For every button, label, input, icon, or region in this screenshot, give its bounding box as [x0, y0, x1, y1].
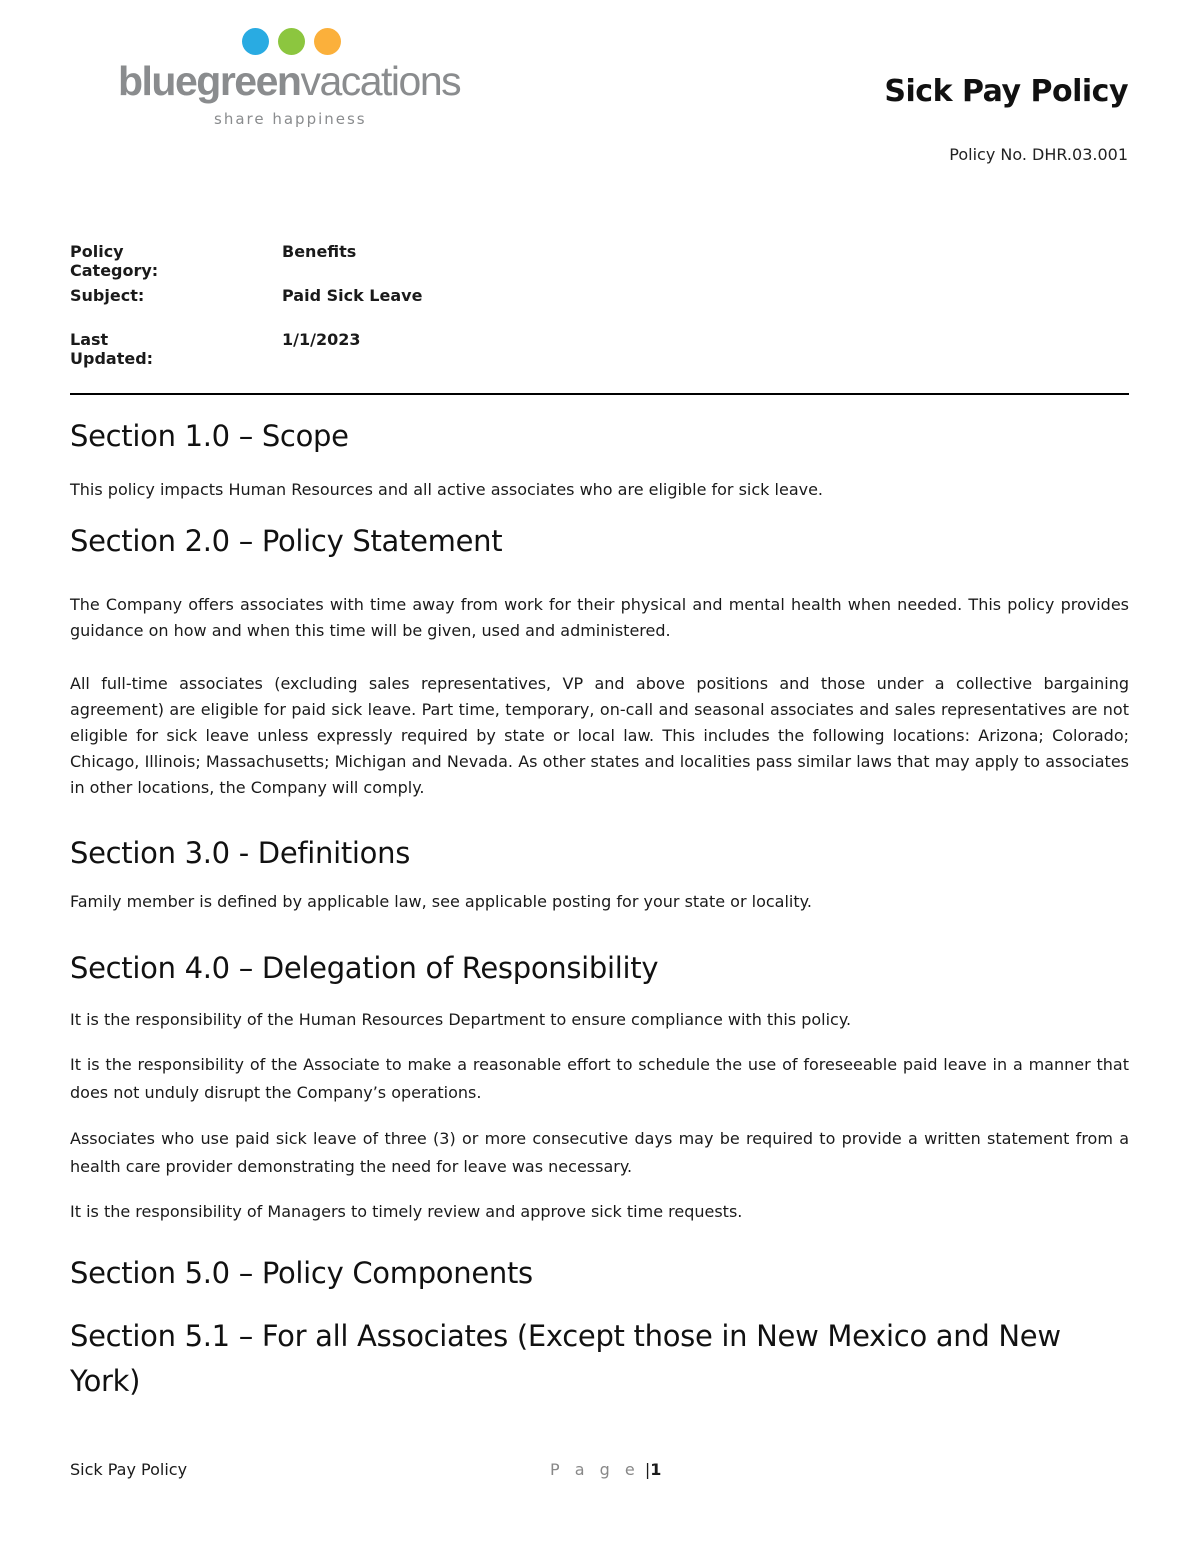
meta-value: 1/1/2023: [282, 330, 361, 349]
footer-page-label: P a g e: [550, 1460, 640, 1479]
logo-dot-green: [278, 28, 305, 55]
meta-value: Benefits: [282, 242, 357, 261]
footer-document-name: Sick Pay Policy: [70, 1460, 188, 1479]
logo-word-light: vacations: [300, 58, 461, 104]
paragraph: It is the responsibility of the Associate to make a reasonable effort to schedule the use of foreseeable paid leave in a manner that does not unduly disrupt the Company’s operations.: [70, 1055, 1129, 1102]
logo-dot-orange: [314, 28, 341, 55]
paragraph: It is the responsibility of the Human Resources Department to ensure compliance with this policy.: [70, 1010, 852, 1029]
footer-page-number: 1: [650, 1460, 662, 1479]
logo-word-bold: bluegreen: [118, 58, 301, 104]
section-heading-policy-components: Section 5.0 – Policy Components: [70, 1256, 533, 1290]
section-heading-all-associates: Section 5.1 – For all Associates (Except those in New Mexico and New York): [70, 1319, 1061, 1398]
meta-label: Subject:: [70, 286, 145, 305]
section-heading-policy-statement: Section 2.0 – Policy Statement: [70, 524, 503, 558]
policy-number: Policy No. DHR.03.001: [949, 145, 1128, 164]
footer-page-indicator: [550, 1460, 661, 1479]
logo-tagline: share happiness: [214, 110, 367, 128]
paragraph: It is the responsibility of Managers to timely review and approve sick time requests.: [70, 1202, 743, 1221]
section-heading-scope: Section 1.0 – Scope: [70, 419, 349, 453]
logo-wordmark: [118, 58, 460, 105]
footer-separator: |: [644, 1460, 651, 1479]
section-heading-definitions: Section 3.0 - Definitions: [70, 836, 411, 870]
paragraph: Family member is defined by applicable law, see applicable posting for your state or locality.: [70, 892, 812, 911]
meta-label: Last Updated:: [70, 330, 154, 368]
header-divider: [70, 393, 1129, 395]
document-body: [70, 414, 1129, 1404]
paragraph: Associates who use paid sick leave of three (3) or more consecutive days may be required to provide a written statement from a health care provider demonstrating the need for leave was necessary.: [70, 1129, 1129, 1176]
company-logo: [118, 26, 468, 130]
paragraph: The Company offers associates with time away from work for their physical and mental health when needed. This policy provides guidance on how and when this time will be given, used and administered.: [70, 595, 1129, 640]
logo-dot-blue: [242, 28, 269, 55]
meta-label: Policy Category:: [70, 242, 159, 280]
paragraph: All full-time associates (excluding sales representatives, VP and above positions and those under a collective bargaining agreement) are eligible for paid sick leave. Part time, temporary, on-call and seasonal associates and sales representatives are not eligible for sick leave unless expressly required by state or local law. This includes the following locations: Arizona; Colorado; Chicago, Illinois; Massachusetts; Michigan and Nevada. As other states and localities pass similar laws that may apply to associates in other locations, the Company will comply.: [70, 674, 1129, 797]
paragraph: This policy impacts Human Resources and all active associates who are eligible for sick leave.: [70, 480, 824, 499]
meta-value: Paid Sick Leave: [282, 286, 423, 305]
document-title: Sick Pay Policy: [884, 74, 1128, 109]
section-heading-delegation: Section 4.0 – Delegation of Responsibility: [70, 951, 659, 985]
